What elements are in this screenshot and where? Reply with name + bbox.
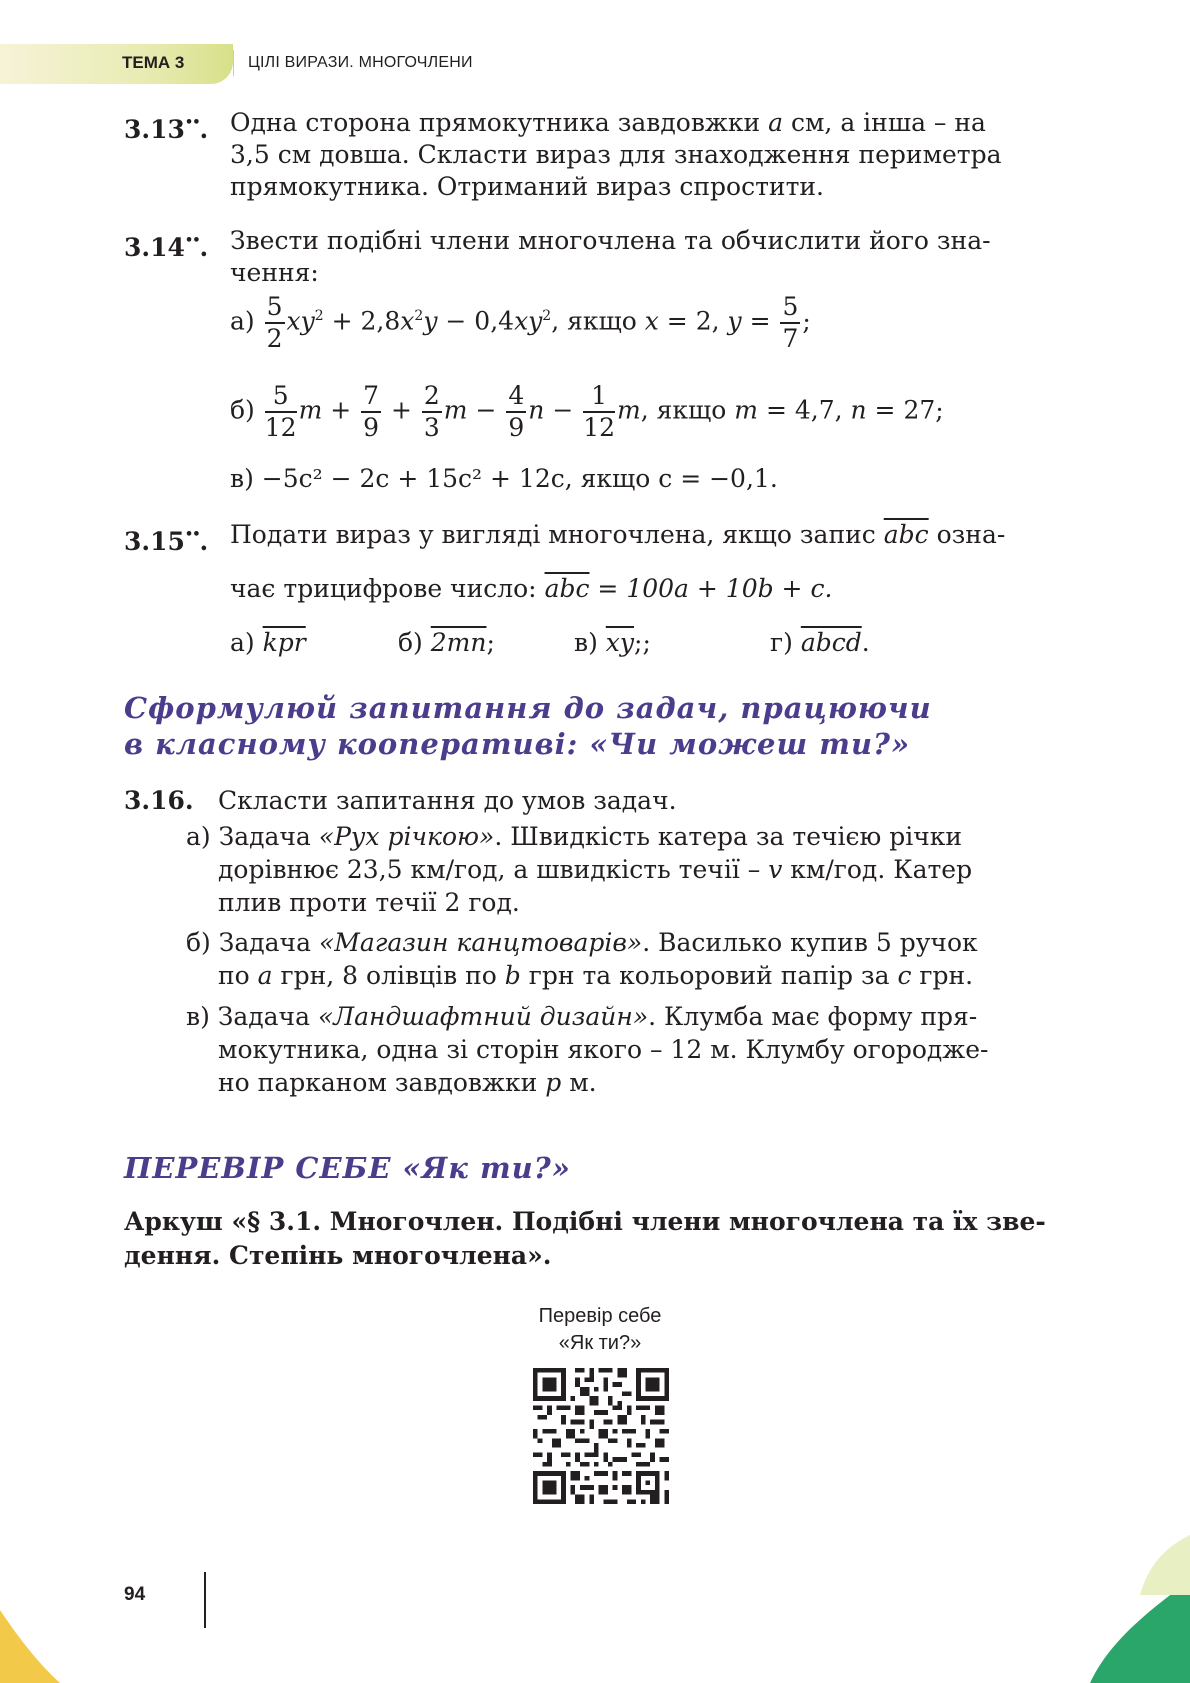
check-yourself-heading: ПЕРЕВІР СЕБЕ «Як ти?» bbox=[124, 1151, 571, 1185]
item-label: а) bbox=[230, 306, 255, 336]
problem-3-16-intro: Скласти запитання до умов задач. bbox=[218, 786, 677, 815]
problem-3-16-a-line1: а) Задача «Рух річкою». Швидкість катера за течією річки bbox=[186, 822, 963, 851]
problem-3-15-item-a: а) $\overline{kpr}$ bbox=[230, 628, 306, 657]
problem-3-13-line1: Одна сторона прямокутника завдовжки a см, а інша – на bbox=[230, 108, 986, 137]
sheet-line1: Аркуш «§ 3.1. Многочлен. Подібні члени многочлена та їх зве- bbox=[124, 1207, 1046, 1236]
problem-3-13-line3: прямокутника. Отриманий вираз спростити. bbox=[230, 172, 825, 201]
problem-3-15-number: 3.15••. bbox=[124, 527, 209, 556]
corner-decoration bbox=[0, 1580, 60, 1683]
problem-3-13-line2: 3,5 см довша. Скласти вираз для знаходження периметра bbox=[230, 140, 1002, 169]
problem-3-16-number: 3.16. bbox=[124, 786, 194, 815]
problem-3-16-c-line1: в) Задача «Ландшафтний дизайн». Клумба має форму пря- bbox=[186, 1002, 978, 1031]
header-divider bbox=[233, 50, 234, 76]
topic-label: ТЕМА 3 bbox=[122, 53, 185, 72]
problem-3-15-item-b: б) 2mn; bbox=[398, 628, 495, 657]
page-number: 94 bbox=[124, 1584, 146, 1605]
problem-3-16-c-line3: но парканом завдовжки p м. bbox=[218, 1068, 597, 1097]
problem-3-14-b: б) $\frac{5}{12}$ m + $\frac{7}{9}$ + $\frac{2}{3}$ m − $\frac{4}{9}$ n − $\frac{1}{12}$ m, якщо m = 4,7, n = 27; bbox=[230, 381, 944, 442]
problem-3-15-item-c: в) $\overline{xy}$;; bbox=[574, 628, 651, 657]
topic-title: ЦІЛІ ВИРАЗИ. МНОГОЧЛЕНИ bbox=[248, 54, 473, 71]
problem-3-14-a: а) $\frac{5}{2}$ $xy^2 + 2,8x^2y - 0,4xy^2$, якщо x = 2, y = $\frac{5}{7}$ ; bbox=[230, 292, 811, 353]
header-tab bbox=[0, 44, 233, 84]
problem-3-14-number: 3.14••. bbox=[124, 233, 209, 262]
sheet-line2: дення. Степінь многочлена». bbox=[124, 1241, 552, 1270]
problem-3-15-line2: чає трицифрове число: $\overline{abc} = 100a + 10b + c$. bbox=[230, 574, 833, 603]
page-number-divider bbox=[204, 1572, 206, 1628]
problem-3-16-a-line2: дорівнює 23,5 км/год, а швидкість течії – v км/год. Катер bbox=[218, 855, 973, 884]
qr-caption: Перевір себе «Як ти?» bbox=[538, 1305, 662, 1354]
problem-3-14-c: в) −5c² − 2c + 15c² + 12c, якщо с = −0,1. bbox=[230, 464, 778, 493]
problem-3-16-b-line2: по a грн, 8 олівців по b грн та кольоровий папір за c грн. bbox=[218, 961, 974, 990]
problem-3-16-a-line3: плив проти течії 2 год. bbox=[218, 888, 520, 917]
fraction: $\frac{5}{2}$ bbox=[266, 292, 283, 353]
section-heading-line2: в класному кооперативі: «Чи можеш ти?» bbox=[124, 727, 911, 761]
corner-decoration bbox=[1130, 1535, 1190, 1595]
problem-3-15-item-d: г) abcd. bbox=[770, 628, 870, 657]
qr-code-icon[interactable] bbox=[533, 1368, 669, 1504]
problem-3-13-number: 3.13••. bbox=[124, 115, 209, 144]
fraction: $\frac{5}{7}$ bbox=[782, 292, 799, 353]
problem-3-16-c-line2: мокутника, одна зі сторін якого – 12 м. Клумбу огородже- bbox=[218, 1035, 989, 1064]
section-heading-line1: Сформулюй запитання до задач, працюючи bbox=[124, 691, 932, 725]
problem-3-14-line2: чення: bbox=[230, 258, 319, 287]
problem-3-15-line1: Подати вираз у вигляді многочлена, якщо запис $\overline{abc}$ озна- bbox=[230, 520, 1006, 549]
problem-3-16-b-line1: б) Задача «Магазин канцтоварів». Василько купив 5 ручок bbox=[186, 928, 978, 957]
problem-3-14-line1: Звести подібні члени многочлена та обчислити його зна- bbox=[230, 226, 991, 255]
item-label: б) bbox=[230, 395, 255, 425]
